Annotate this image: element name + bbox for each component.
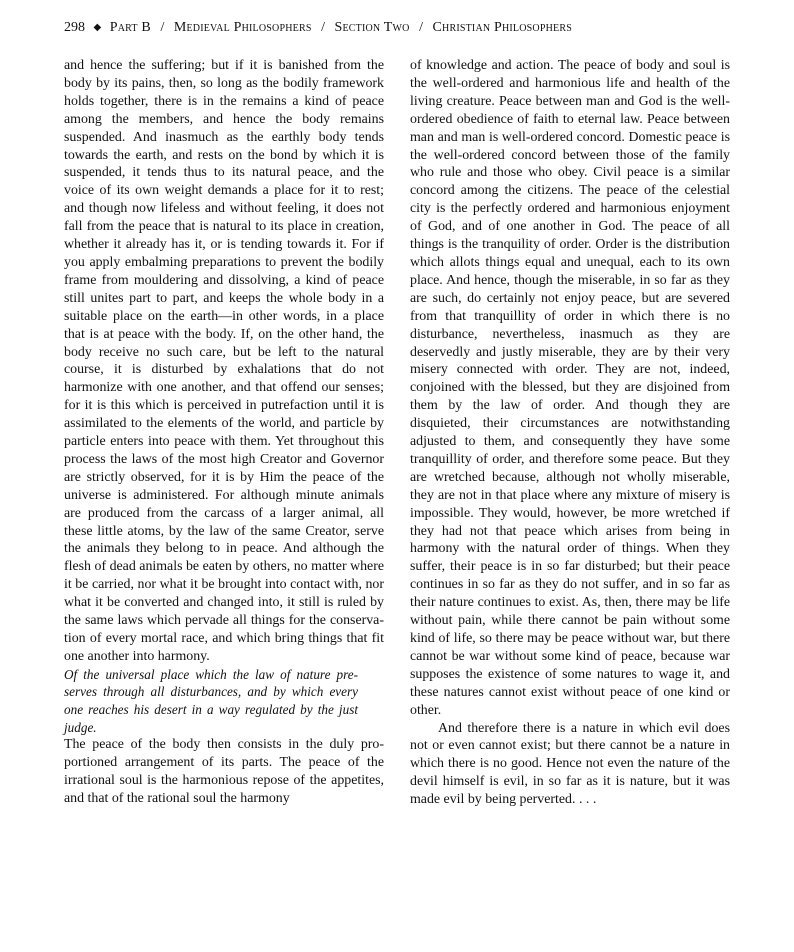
left-column bbox=[64, 57, 384, 808]
header-section-two: Section Two bbox=[334, 20, 410, 35]
page-number: 298 bbox=[64, 20, 85, 35]
body-paragraph: of knowledge and action. The peace of body and soul is the well-ordered and harmonious life and health of the living creature. Peace between man and God is the well-ordered obedience of faith to eternal law. Peace between man and man is well-ordered concord. Domestic peace is the well-ordered concord between those of the family who rule and those who obey. Civil peace is a similar concord among the citizens. The peace of the celestial city is the perfectly ordered and harmonious enjoyment of God, and of one another in God. The peace of all things is the tranquility of order. Order is the distribution which allots things equal and unequal, each to its own place. And hence, though the miserable, in so far as they are such, do certainly not enjoy peace, but are severed from that tranquillity of order in which there is no disturbance, nevertheless, inasmuch as they are deservedly and justly miserable, they are by their very misery connected with order. They are not, indeed, conjoined with the blessed, but they are disjoined from them by the law of order. And though they are disquieted, their circumstances are notwithstanding adjusted to them, and consequently they have some tranquillity of order, and therefore some peace. But they are wretched because, although not wholly miserable, they are not in that place where any mixture of misery is impossible. They would, however, be more wretched if they had not that peace which arises from being in harmony with the natural order of things. When they suffer, their peace is in so far disturbed; but their peace continues in so far as they do not suffer, and in so far as their nature continues to exist. As, then, there may be life without pain, while there cannot be pain without some kind of life, so there may be peace without war, but there cannot be war without some kind of peace, because war supposes the existence of some natures to wage it, and these natures cannot exist without peace of one kind or other. bbox=[410, 58, 730, 718]
header-section-christian: Christian Philosophers bbox=[432, 20, 572, 35]
header-separator: / bbox=[321, 20, 325, 35]
header-separator: / bbox=[160, 20, 165, 35]
body-paragraph: And therefore there is a nature in which evil does not or even cannot exist; but there cannot be a nature in which there is no good. Hence not even the nature of the devil himself is evil, in so far as it is nature, but it was made evil by being perverted. . . . bbox=[410, 720, 730, 808]
body-paragraph: The peace of the body then consists in the duly proportioned arrangement of its parts. The peace of the irrational soul is the harmonious repose of the appetites, and that of the rational soul the harmony bbox=[64, 737, 384, 806]
header-section-medieval: Medieval Philosophers bbox=[173, 20, 312, 35]
right-column bbox=[410, 57, 730, 809]
header-separator: / bbox=[419, 20, 423, 35]
running-header bbox=[64, 19, 744, 37]
header-part: Part B bbox=[109, 20, 151, 35]
diamond-ornament-icon: ◆ bbox=[93, 22, 102, 33]
block-quote: Of the universal place which the law of nature preserves through all disturbances, and by which every one reaches his desert in a way regulated by the just judge. bbox=[64, 666, 358, 735]
body-paragraph: and hence the suffering; but if it is banished from the body by its pains, then, so long as the bodily framework holds together, there is in the remains a kind of peace among the members, and hence the body remains suspended. And inasmuch as the earthly body tends towards the earth, and rests on the bond by which it is suspended, it tends thus to its natural peace, and the voice of its own weight demands a place for it to rest; and though now lifeless and without feeling, it does not fall from the peace that is natural to its place in creation, whether it already has it, or is tending towards it. For if you apply embalming preparations to prevent the bodily frame from mouldering and dissolving, a kind of peace still unites part to part, and keeps the whole body in a suitable place on the earth—in other words, in a place that is at peace with the body. If, on the other hand, the body receive no such care, but be left to the natural course, it is disturbed by exhalations that do not harmonize with one another, and that offend our senses; for it is this which is perceived in putrefaction until it is assimilated to the elements of the world, and particle by particle enters into peace with them. Yet throughout this process the laws of the most high Creator and Governor are strictly observed, for it is by Him the peace of the universe is administered. For although minute animals are produced from the carcass of a larger animal, all these little atoms, by the law of the same Creator, serve the animals they belong to in peace. And although the flesh of dead animals be eaten by others, no matter where it be carried, nor what it be brought into contact with, nor what it be converted and changed into, it still is ruled by the same laws which pervade all things for the conservation of every mortal race, and which bring things that fit one another into harmony. bbox=[64, 58, 384, 664]
